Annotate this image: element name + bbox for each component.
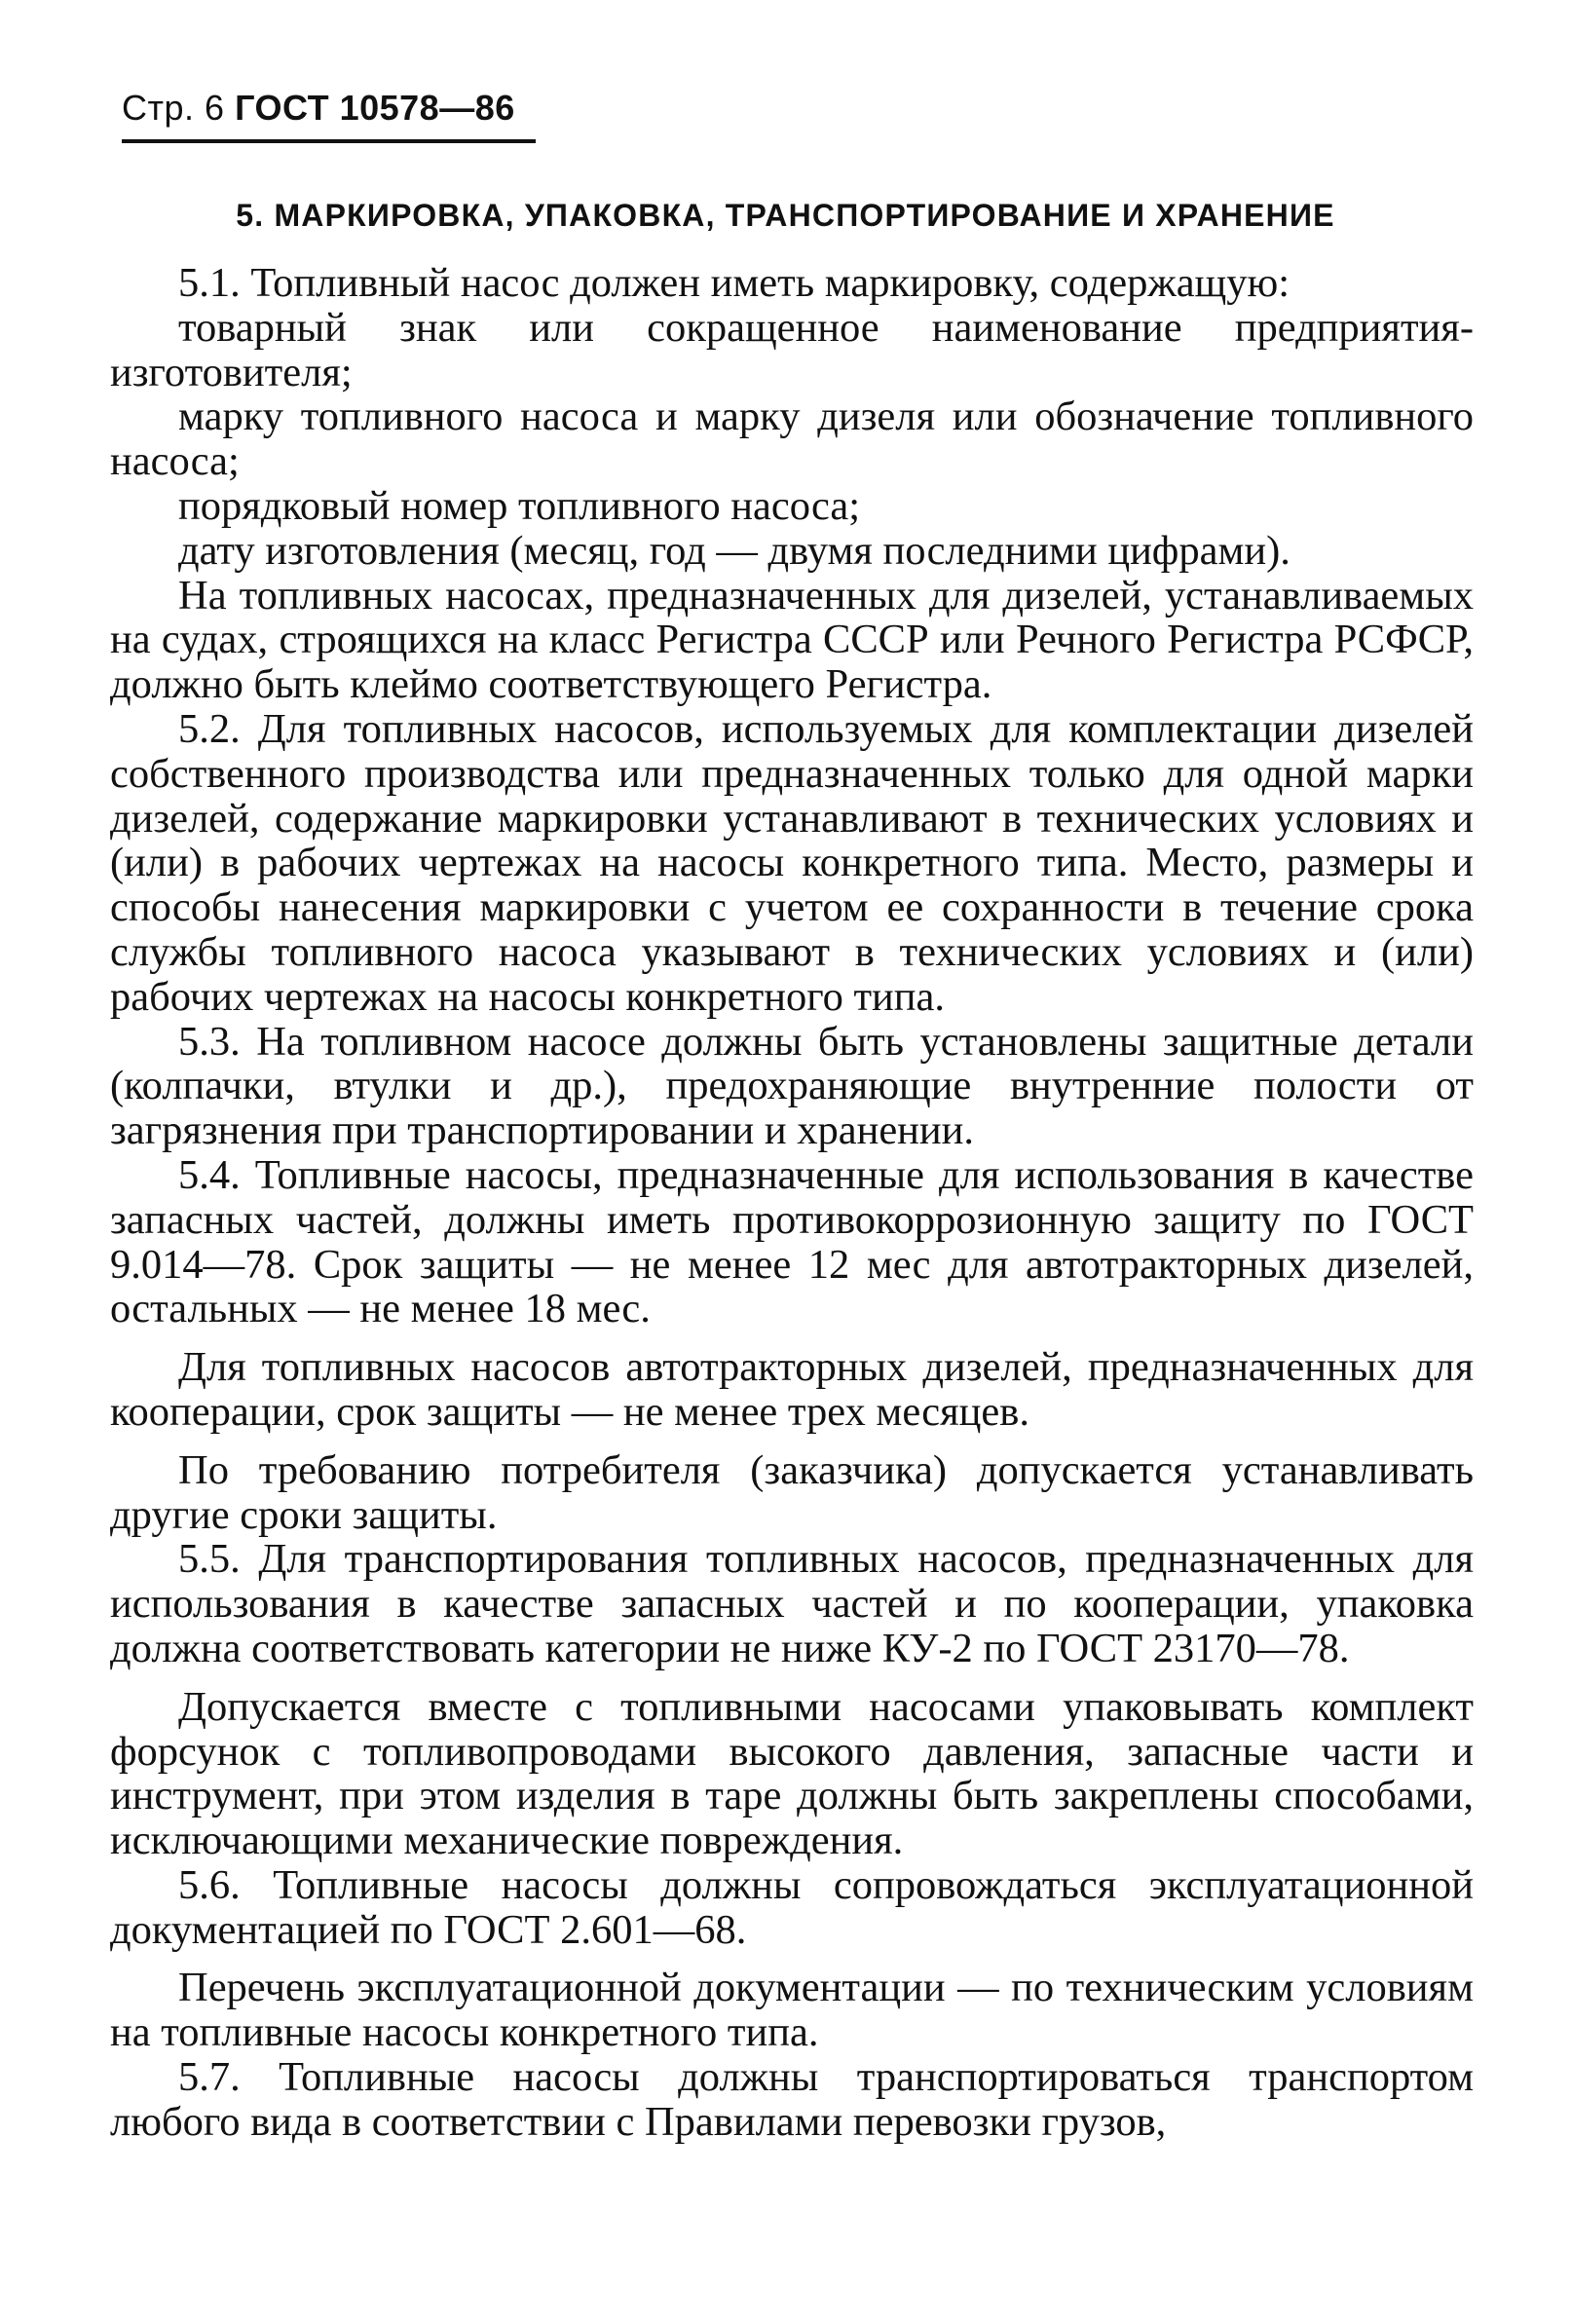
page-number: Стр. 6 bbox=[122, 88, 225, 128]
paragraph-5-3: 5.3. На топливном насосе должны быть установлены защитные детали (колпачки, втулки и др.), предохраняющие внутренние полости от загрязнения при транспортировании и хранении. bbox=[110, 1018, 1474, 1154]
header-divider bbox=[122, 139, 536, 143]
list-item-manufacture-date: дату изготовления (месяц, год — двумя последними цифрами). bbox=[178, 527, 1290, 574]
paragraph-5-7: 5.7. Топливные насосы должны транспортироваться транспортом любого вида в соответствии с Правилами перевозки грузов, bbox=[110, 2054, 1474, 2145]
paragraph-customer-request: По требованию потребителя (заказчика) допускается устанавливать другие сроки защиты. bbox=[110, 1446, 1474, 1538]
paragraph-register-stamp: На топливных насосах, предназначенных для дизелей, устанавливаемых на судах, строящихся на класс Регистра СССР или Речного Регистра РСФСР, должно быть клеймо соответствующего Регистра. bbox=[110, 572, 1474, 708]
paragraph-documentation-list: Перечень эксплуатационной документации — по техническим условиям на топливные насосы конкретного типа. bbox=[110, 1965, 1474, 2056]
list-item-trademark: товарный знак или сокращенное наименование предприятия-изготовителя; bbox=[110, 304, 1474, 395]
list-item-serial-number: порядковый номер топливного насоса; bbox=[178, 482, 861, 529]
paragraph-5-6: 5.6. Топливные насосы должны сопровождаться эксплуатационной документацией по ГОСТ 2.601—68. bbox=[110, 1861, 1474, 1953]
paragraph-5-5: 5.5. Для транспортирования топливных насосов, предназначенных для использования в качестве запасных частей и по кооперации, упаковка должна соответствовать категории не ниже КУ-2 по ГОСТ 23170—78. bbox=[110, 1536, 1474, 1671]
paragraph-cooperation-protection: Для топливных насосов автотракторных дизелей, предназначенных для кооперации, срок защиты — не менее трех месяцев. bbox=[110, 1344, 1474, 1435]
paragraph-5-1: 5.1. Топливный насос должен иметь маркировку, содержащую: bbox=[178, 260, 1290, 306]
document-body bbox=[110, 261, 1474, 2145]
page-header bbox=[122, 88, 536, 129]
paragraph-5-2: 5.2. Для топливных насосов, используемых для комплектации дизелей собственного производства или предназначенных только для одной марки дизелей, содержание маркировки устанавливают в технических условиях и (или) в рабочих чертежах на насосы конкретного типа. Место, размеры и способы нанесения маркировки с учетом ее сохранности в течение срока службы топливного насоса указывают в технических условиях и (или) рабочих чертежах на насосы конкретного типа. bbox=[110, 705, 1474, 1020]
list-item-pump-mark: марку топливного насоса и марку дизеля или обозначение топливного насоса; bbox=[110, 394, 1474, 485]
standard-designation: ГОСТ 10578—86 bbox=[235, 88, 515, 128]
paragraph-packaging-allowance: Допускается вместе с топливными насосами упаковывать комплект форсунок с топливопроводами высокого давления, запасные части и инструмент, при этом изделия в таре должны быть закреплены способами, исключающими механические повреждения. bbox=[110, 1683, 1474, 1864]
paragraph-5-4: 5.4. Топливные насосы, предназначенные для использования в качестве запасных частей, должны иметь противокоррозионную защиту по ГОСТ 9.014—78. Срок защиты — не менее 12 мес для автотракторных дизелей, остальных — не менее 18 мес. bbox=[110, 1151, 1474, 1332]
section-title: 5. МАРКИРОВКА, УПАКОВКА, ТРАНСПОРТИРОВАНИЕ И ХРАНЕНИЕ bbox=[236, 198, 1335, 233]
